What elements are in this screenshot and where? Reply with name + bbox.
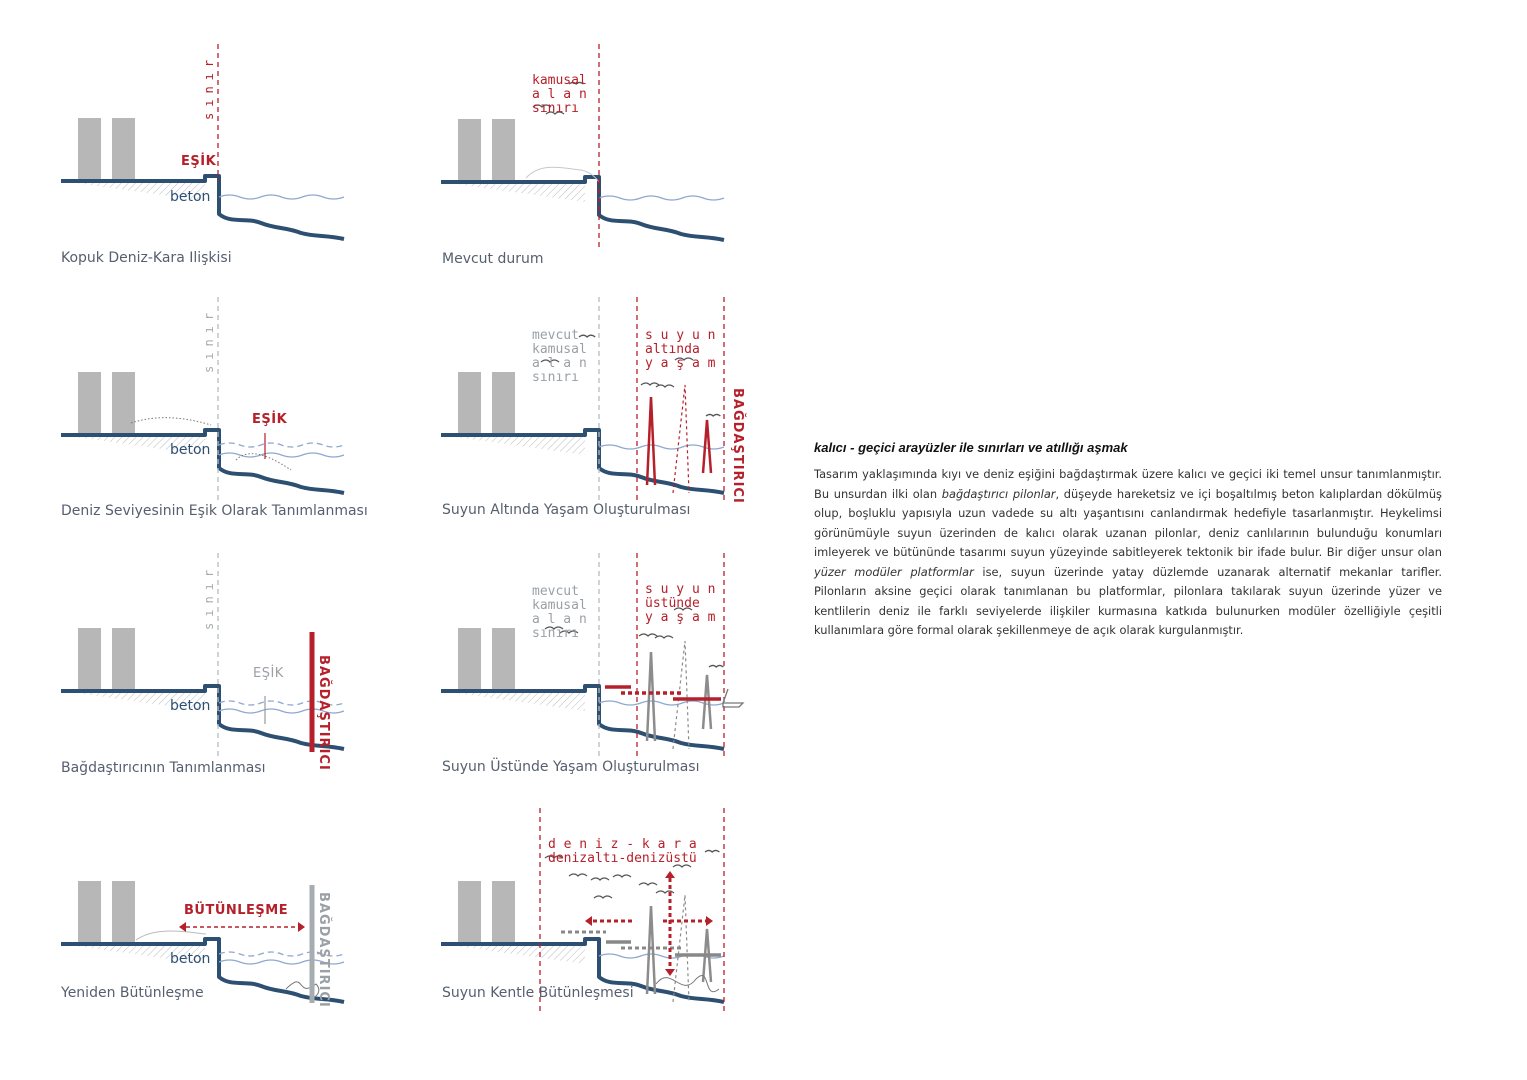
- pylon-red: [703, 420, 711, 473]
- building: [492, 119, 515, 182]
- caption-panel-3: Deniz Seviyesinin Eşik Olarak Tanımlanması: [61, 503, 368, 519]
- building: [78, 118, 101, 181]
- soil-hatch: [441, 691, 585, 711]
- caption-panel-5: Bağdaştırıcının Tanımlanması: [61, 760, 266, 776]
- building: [112, 372, 135, 435]
- esik-label-1: EŞİK: [181, 154, 217, 169]
- esik-label-3: EŞİK: [252, 412, 288, 427]
- sinir-label-5: sınır: [202, 563, 216, 630]
- caption-panel-4: Suyun Altında Yaşam Oluşturulması: [442, 502, 691, 518]
- caption-panel-1: Kopuk Deniz-Kara Ilişkisi: [61, 250, 232, 266]
- arrow-head: [706, 916, 713, 926]
- arrow-head: [585, 916, 592, 926]
- pylon-grey: [647, 906, 655, 994]
- bagdastirici-label-5: BAĞDAŞTIRICI: [316, 655, 331, 771]
- arrow-head: [298, 922, 305, 932]
- bird-icon: [706, 414, 720, 416]
- building: [78, 628, 101, 691]
- arrow-head: [665, 969, 675, 976]
- boat-icon: [723, 689, 743, 707]
- beton-label-3: beton: [170, 442, 211, 458]
- pylon-outline: [673, 641, 689, 749]
- caption-panel-7: Yeniden Bütünleşme: [61, 985, 204, 1001]
- pylon-grey: [647, 652, 655, 741]
- building: [492, 372, 515, 435]
- caption-panel-6: Suyun Üstünde Yaşam Oluşturulması: [442, 759, 700, 775]
- dotted-level: [131, 418, 211, 425]
- sinir-label-3: sınır: [202, 306, 216, 373]
- bagdastirici-label-4: BAĞDAŞTIRICI: [730, 388, 745, 504]
- building: [492, 881, 515, 944]
- bird-icon: [705, 850, 719, 852]
- description-title: kalıcı - geçici arayüzler ile sınırları ve atıllığı aşmak: [814, 440, 1128, 455]
- esik-label-5: EŞİK: [253, 666, 284, 681]
- mevcut-label-6: mevcut kamusal a l a n sınırı: [532, 584, 587, 641]
- pylon-grey: [703, 675, 711, 729]
- building: [458, 628, 481, 691]
- soil-hatch: [441, 944, 585, 964]
- building: [112, 118, 135, 181]
- soil-hatch: [441, 435, 585, 455]
- bagdastirici-label-7: BAĞDAŞTIRICI: [316, 892, 331, 1008]
- sea-level-curve: [526, 167, 599, 182]
- water-wave: [219, 195, 344, 199]
- building: [492, 628, 515, 691]
- beton-label-1: beton: [170, 189, 211, 205]
- sea-level-curve: [136, 931, 206, 940]
- building: [112, 628, 135, 691]
- bird-icon: [709, 665, 723, 667]
- deniz-kara-label: d e n i z - k a r a denizaltı-denizüstü: [548, 837, 697, 866]
- suyun-ustunde-label: s u y u n üstünde y a ş a m: [645, 582, 716, 625]
- beton-label-5: beton: [170, 698, 211, 714]
- mevcut-label-4: mevcut kamusal a l a n sınırı: [532, 328, 587, 385]
- building: [112, 881, 135, 944]
- water-wave: [219, 443, 344, 447]
- building: [458, 119, 481, 182]
- butunlesme-label: BÜTÜNLEŞME: [184, 903, 289, 918]
- pylon-outline: [673, 385, 689, 493]
- description-block: [814, 440, 1442, 641]
- soil-hatch: [441, 182, 585, 202]
- building: [78, 881, 101, 944]
- caption-panel-2: Mevcut durum: [442, 251, 544, 267]
- water-wave: [219, 453, 344, 457]
- pylon-red: [647, 397, 655, 485]
- bird-icon: [594, 896, 612, 898]
- building: [78, 372, 101, 435]
- caption-panel-8: Suyun Kentle Bütünleşmesi: [442, 985, 634, 1001]
- beton-label-7: beton: [170, 951, 211, 967]
- suyun-altinda-label: s u y u n altında y a ş a m: [645, 328, 716, 371]
- kamusal-alan-label: kamusal a l a n sınırı: [532, 73, 587, 116]
- arrow-head: [179, 922, 186, 932]
- description-body: Tasarım yaklaşımında kıyı ve deniz eşiğini bağdaştırmak üzere kalıcı ve geçici iki temel unsur tanımlanmıştır. Bu unsurdan ilki olan bağdaştırıcı pilonlar, düşeyde hareketsiz ve içi boşaltılmış beton kalıplardan dökülmüş olup, boşluklu yapısıyla uzun vadede su altı yaşantısını canlandırmak hedefiyle tasarlanmıştır. Heykelimsi görünümüyle suyun üzerinden de kalıcı olarak uzanan pilonlar, deniz canlılarının bulunduğu konumları imleyerek ve bütününde tasarımı suyun yüzeyinde sabitleyerek tektonik bir ifade bulur. Bir diğer unsur olan yüzer modüler platformlar ise, suyun üzerinde yatay düzlemde uzanarak alternatif mekanlar tarifler. Pilonların aksine geçici olarak tanımlanan bu platformlar, pilonlara takılarak suyun üzerinde yüzer ve kentlilerin deniz ile farklı seviyelerde ilişkiler kurmasına katkıda bulunurken modüler özelliğiyle çeşitli kullanımlara göre formal olarak şekillenmeye de açık olarak kurgulanmıştır.: [814, 467, 1443, 637]
- building: [458, 881, 481, 944]
- sinir-label-1: sınır: [202, 53, 216, 120]
- building: [458, 372, 481, 435]
- water-wave: [599, 196, 724, 200]
